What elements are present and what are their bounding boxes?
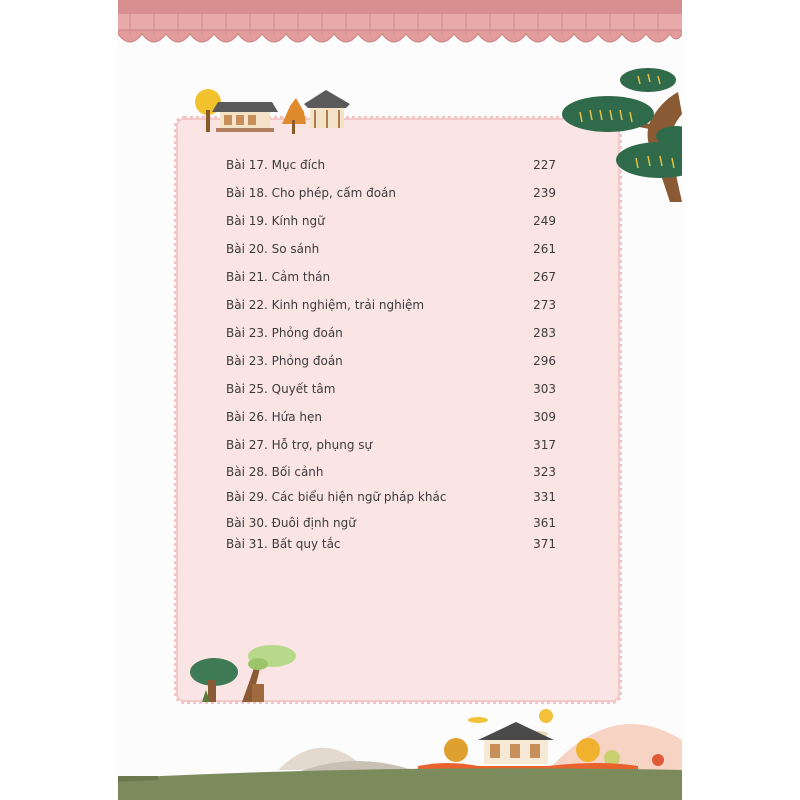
- toc-entry-title: Bài 18. Cho phép, cấm đoán: [226, 186, 396, 200]
- toc-entry[interactable]: [226, 516, 556, 534]
- toc-entry-page-number: 273: [533, 298, 556, 312]
- pine-tree-icon: [550, 62, 682, 212]
- toc-entry-page-number: 309: [533, 410, 556, 424]
- autumn-tree-icon: [188, 640, 298, 704]
- toc-entry[interactable]: [226, 214, 556, 232]
- toc-entry-title: Bài 26. Hứa hẹn: [226, 410, 323, 424]
- toc-entry-page-number: 371: [533, 537, 556, 551]
- toc-entry-page-number: 296: [533, 354, 556, 368]
- toc-entry-title: Bài 27. Hỗ trợ, phụng sự: [226, 438, 373, 452]
- toc-entry-title: Bài 21. Cảm thán: [226, 270, 331, 284]
- toc-entry[interactable]: [226, 490, 556, 508]
- toc-entry[interactable]: [226, 354, 556, 372]
- toc-entry-page-number: 323: [533, 465, 556, 479]
- toc-entry-title: Bài 20. So sánh: [226, 242, 320, 256]
- book-page: [118, 0, 682, 800]
- toc-entry-title: Bài 25. Quyết tâm: [226, 382, 336, 396]
- toc-entry[interactable]: [226, 410, 556, 428]
- toc-entry-title: Bài 23. Phỏng đoán: [226, 326, 343, 340]
- toc-entry-page-number: 249: [533, 214, 556, 228]
- toc-entry-page-number: 361: [533, 516, 556, 530]
- hanok-house-icon: [190, 84, 360, 136]
- toc-entry[interactable]: [226, 158, 556, 176]
- toc-entry-page-number: 317: [533, 438, 556, 452]
- toc-entry-page-number: 261: [533, 242, 556, 256]
- toc-entry[interactable]: [226, 186, 556, 204]
- toc-entry-page-number: 283: [533, 326, 556, 340]
- toc-entry[interactable]: [226, 298, 556, 316]
- toc-entry-page-number: 267: [533, 270, 556, 284]
- toc-entry-title: Bài 23. Phỏng đoán: [226, 354, 343, 368]
- toc-entry[interactable]: [226, 382, 556, 400]
- toc-entry-page-number: 227: [533, 158, 556, 172]
- landscape-icon: [118, 700, 682, 800]
- toc-entry-title: Bài 29. Các biểu hiện ngữ pháp khác: [226, 490, 447, 504]
- toc-entry-title: Bài 28. Bối cảnh: [226, 465, 324, 479]
- toc-entry[interactable]: [226, 270, 556, 288]
- toc-entry-title: Bài 22. Kinh nghiệm, trải nghiệm: [226, 298, 425, 312]
- toc-entry-page-number: 239: [533, 186, 556, 200]
- toc-entry-page-number: 331: [533, 490, 556, 504]
- toc-entry[interactable]: [226, 537, 556, 555]
- toc-entry-title: Bài 31. Bất quy tắc: [226, 537, 341, 551]
- toc-entry[interactable]: [226, 326, 556, 344]
- toc-entry-title: Bài 19. Kính ngữ: [226, 214, 325, 228]
- toc-entry-title: Bài 17. Mục đích: [226, 158, 326, 172]
- toc-entry-title: Bài 30. Đuôi định ngữ: [226, 516, 356, 530]
- toc-entry[interactable]: [226, 438, 556, 456]
- roof-tiles-icon: [118, 0, 682, 48]
- toc-entry-page-number: 303: [533, 382, 556, 396]
- toc-entry[interactable]: [226, 242, 556, 260]
- toc-entry[interactable]: [226, 465, 556, 483]
